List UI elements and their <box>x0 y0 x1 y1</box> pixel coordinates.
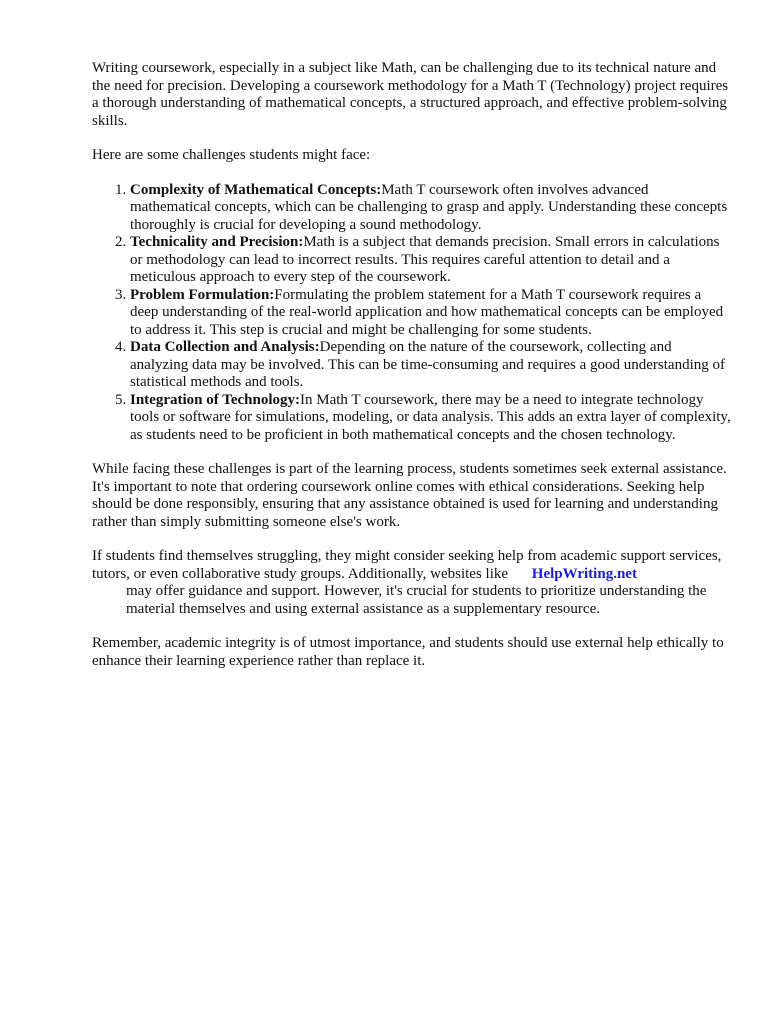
list-item <box>130 234 732 287</box>
support-text-after-link: may offer guidance and support. However, it's crucial for students to prioritize understanding the material themselves and using external assistance as a supplementary resource. <box>126 583 707 617</box>
list-item-text: In Math T coursework, there may be a need to integrate technology tools or software for simulations, modeling, or data analysis. This adds an extra layer of complexity, as students need to be proficient in both mathematical concepts and the chosen technology. <box>130 391 731 443</box>
list-item-text: Math is a subject that demands precision. Small errors in calculations or methodology can lead to incorrect results. This requires careful attention to detail and a meticulous approach to every step of the coursework. <box>130 234 720 285</box>
list-item-title: Data Collection and Analysis: <box>130 339 320 355</box>
closing-paragraph: Remember, academic integrity is of utmost importance, and students should use external help ethically to enhance their learning experience rather than replace it. <box>92 635 724 669</box>
list-item-title: Complexity of Mathematical Concepts: <box>130 181 382 198</box>
helpwriting-link[interactable]: HelpWriting.net <box>531 565 637 582</box>
list-item <box>130 392 732 445</box>
list-item-text: Depending on the nature of the coursework, collecting and analyzing data may be involved. This can be time-consuming and requires a good understanding of statistical methods and tools. <box>130 339 725 390</box>
challenges-lead-paragraph: Here are some challenges students might face: <box>92 147 371 163</box>
support-paragraph <box>92 548 732 618</box>
support-text-before-link: If students find themselves struggling, they might consider seeking help from academic support services, tutors, or even collaborative study groups. Additionally, websites like <box>92 548 722 582</box>
intro-paragraph: Writing coursework, especially in a subject like Math, can be challenging due to its technical nature and the need for precision. Developing a coursework methodology for a Math T (Technology) project requires a thorough understanding of mathematical concepts, a structured approach, and effective problem-solving skills. <box>92 60 729 129</box>
list-item <box>130 339 732 392</box>
list-item-title: Technicality and Precision: <box>130 234 304 250</box>
list-item-title: Integration of Technology: <box>130 391 301 408</box>
list-item <box>130 287 732 340</box>
list-item-text: Formulating the problem statement for a Math T coursework requires a deep understanding of the real-world application and how mathematical concepts can be employed to address it. This step is crucial and might be challenging for some students. <box>130 286 724 338</box>
document-page <box>92 60 732 687</box>
challenges-list <box>92 182 732 445</box>
list-item-text: Math T coursework often involves advanced mathematical concepts, which can be challenging to grasp and apply. Understanding these concepts thoroughly is crucial for developing a sound methodology. <box>130 181 728 233</box>
external-help-paragraph: While facing these challenges is part of the learning process, students sometimes seek external assistance. It's important to note that ordering coursework online comes with ethical considerations. Seeking help should be done responsibly, ensuring that any assistance obtained is used for learning and understanding rather than simply submitting someone else's work. <box>92 461 727 530</box>
list-item-title: Problem Formulation: <box>130 286 275 303</box>
list-item <box>130 182 732 235</box>
